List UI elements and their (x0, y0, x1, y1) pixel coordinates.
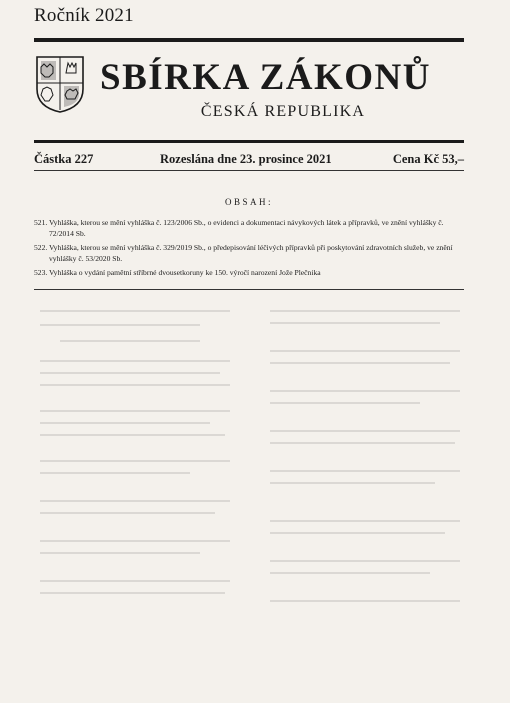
contents-item[interactable] (34, 217, 464, 239)
contents-heading: OBSAH: (224, 197, 273, 207)
gazette-subtitle: ČESKÁ REPUBLIKA (200, 103, 366, 120)
item-text: Vyhláška, kterou se mění vyhláška č. 329/2019 Sb., o předepisování léčivých přípravků při poskytování zdravotních služeb, ve znění vyhlášky č. 53/2020 Sb. (49, 243, 453, 263)
price: Cena Kč 53,– (392, 152, 464, 166)
meta-rule (34, 170, 464, 171)
contents-item[interactable] (34, 267, 464, 278)
contents-item[interactable] (34, 242, 464, 264)
part-number: Částka 227 (34, 152, 94, 166)
distribution-date: Rozeslána dne 23. prosince 2021 (160, 152, 332, 166)
item-text: Vyhláška o vydání pamětní stříbrné dvousetkoruny ke 150. výročí narození Jože Plečnika (49, 268, 321, 277)
item-number: 522. (34, 243, 48, 252)
volume-label: Ročník 2021 (34, 5, 134, 26)
gazette-title: SBÍRKA ZÁKONŮ (100, 57, 431, 98)
czech-state-emblem-icon (35, 55, 85, 113)
bleed-through-texture (0, 300, 510, 700)
contents-rule (34, 289, 464, 290)
item-number: 521. (34, 218, 48, 227)
item-text: Vyhláška, kterou se mění vyhláška č. 123/2006 Sb., o evidenci a dokumentaci návykových látek a přípravků, ve znění vyhlášky č. 72/2014 Sb. (49, 218, 444, 238)
header-rule (34, 140, 464, 143)
top-rule (34, 38, 464, 42)
item-number: 523. (34, 268, 48, 277)
